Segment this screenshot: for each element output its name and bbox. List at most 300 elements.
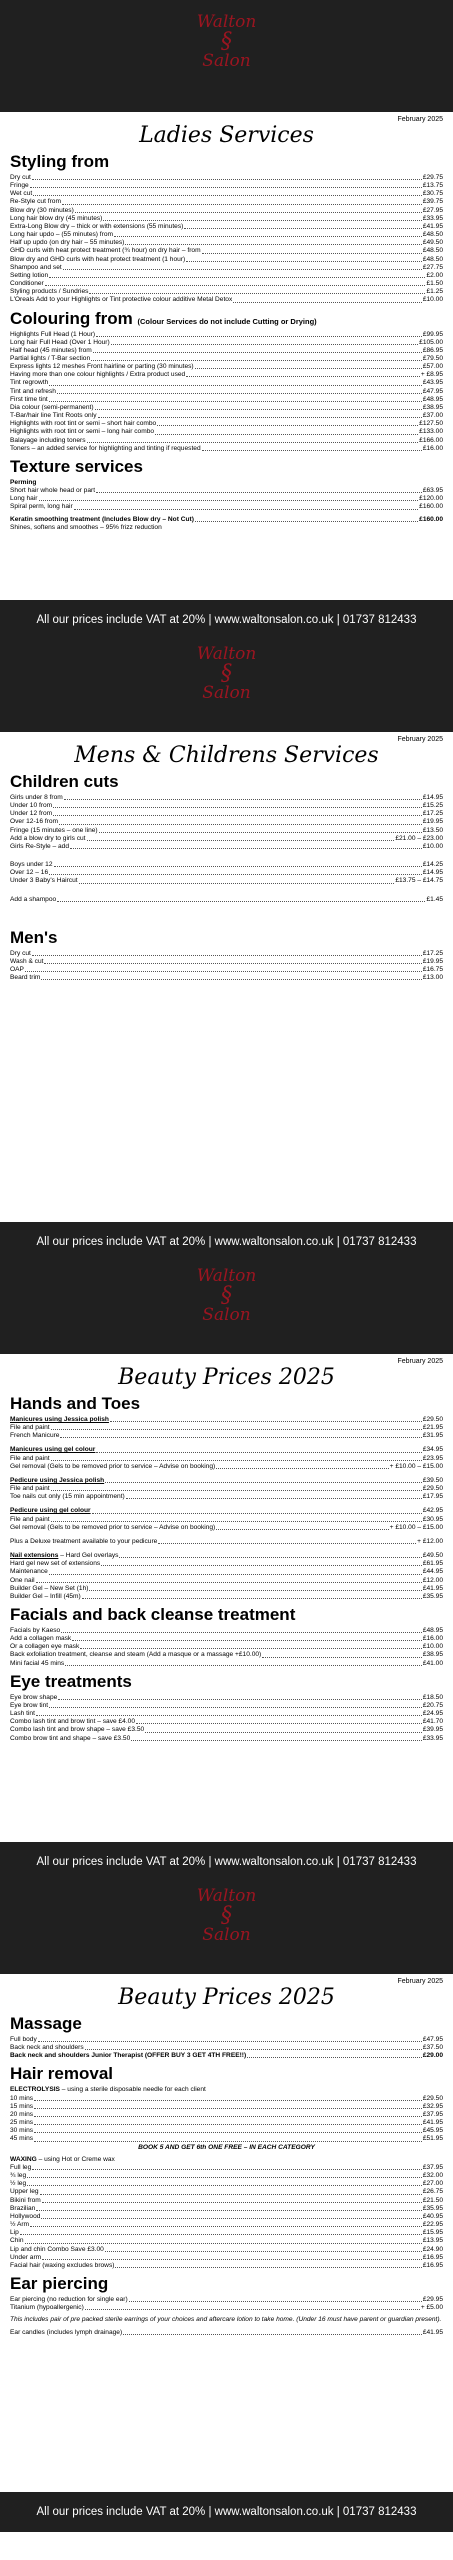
item-price: £37.95 xyxy=(422,2110,443,2118)
item-price: £45.95 xyxy=(422,2127,443,2135)
price-row xyxy=(10,223,443,231)
item-price: £38.95 xyxy=(422,403,443,411)
item-price: £32.00 xyxy=(422,2172,443,2180)
item-price: £29.95 xyxy=(422,2296,443,2304)
item-name: File and paint xyxy=(10,1485,50,1493)
item-name: File and paint xyxy=(10,1454,50,1462)
salon-logo xyxy=(0,0,453,70)
price-row xyxy=(10,1485,443,1493)
price-row xyxy=(10,231,443,239)
mens-childrens-page xyxy=(0,732,453,1222)
item-name: Girls under 8 from xyxy=(10,794,63,801)
item-price: £133.00 xyxy=(419,428,443,436)
price-row xyxy=(10,966,443,974)
item-price: £160.00 xyxy=(419,515,443,523)
item-name: Gel removal (Gels to be removed prior to service – Advise on booking) xyxy=(10,1523,216,1531)
price-row xyxy=(10,2205,443,2213)
price-row xyxy=(10,1635,443,1643)
item-name: Highlights Full Head (1 Hour) xyxy=(10,330,96,338)
logo-text-line1: Walton xyxy=(196,1886,257,1906)
offer-text: BOOK 5 AND GET 6th ONE FREE – IN EACH CATEGORY xyxy=(138,2143,315,2151)
item-price: £10.00 xyxy=(422,1643,443,1651)
item-price: £13.50 xyxy=(422,826,443,834)
price-row xyxy=(10,810,443,818)
item-name: Under 12 from xyxy=(10,810,53,818)
item-price: £1.25 xyxy=(426,288,443,296)
price-row xyxy=(10,339,443,347)
item-name: Half head (45 minutes) from xyxy=(10,346,92,354)
price-list xyxy=(10,2296,443,2312)
item-name: Having more than one colour highlights / Extra product used xyxy=(10,371,186,379)
price-row xyxy=(10,950,443,958)
price-row xyxy=(10,1660,443,1668)
item-price: £120.00 xyxy=(419,495,443,503)
logo-text-line2: Salon xyxy=(202,1925,251,1945)
item-price: £33.95 xyxy=(422,1734,443,1742)
item-price: £41.95 xyxy=(422,2119,443,2127)
item-price: £15.95 xyxy=(422,2229,443,2237)
item-price: £41.95 xyxy=(422,222,443,230)
item-price: £37.00 xyxy=(422,412,443,420)
item-price: £38.95 xyxy=(422,1651,443,1659)
item-name: Maintenance xyxy=(10,1568,48,1576)
item-name: 10 mins xyxy=(10,2094,34,2102)
item-price: £1.45 xyxy=(426,895,443,903)
price-row xyxy=(10,896,443,904)
item-name: Boys under 12 xyxy=(10,861,53,869)
item-price: £49.50 xyxy=(422,239,443,247)
item-price: £16.00 xyxy=(422,1635,443,1643)
price-row xyxy=(10,2237,443,2245)
item-name: Toe nails cut only (15 min appointment) xyxy=(10,1493,125,1501)
item-name: Half up updo (on dry hair – 55 minutes) xyxy=(10,239,125,247)
group-label-text: Pedicure using Jessica polish xyxy=(10,1476,105,1484)
group-row xyxy=(10,1446,443,1454)
item-name: Facial hair (waxing excludes brows) xyxy=(10,2261,115,2269)
item-price: £39.50 xyxy=(422,1476,443,1484)
item-price: £30.75 xyxy=(422,190,443,198)
price-row xyxy=(10,272,443,280)
item-name: Hollywood xyxy=(10,2212,41,2220)
item-name: Fringe xyxy=(10,182,29,190)
logo-text-line1: Walton xyxy=(196,12,257,32)
section-heading: Styling from xyxy=(10,152,110,171)
price-row xyxy=(10,404,443,412)
logo-figure: § xyxy=(221,661,232,686)
item-name: Back neck and shoulders Junior Therapist (OFFER BUY 3 GET 4TH FREE!!) xyxy=(10,2052,247,2060)
item-price: + £10.00 – £15.00 xyxy=(389,1523,443,1531)
item-name: French Manicure xyxy=(10,1432,60,1440)
item-price: £16.95 xyxy=(422,2261,443,2269)
section-heading: Massage xyxy=(10,2014,82,2033)
item-price: £48.95 xyxy=(422,1626,443,1634)
price-row xyxy=(10,247,443,255)
item-price: £79.50 xyxy=(422,354,443,362)
item-price: £23.95 xyxy=(422,1454,443,1462)
salon-logo xyxy=(0,1868,453,1944)
footer-text: All our prices include VAT at 20% | www.waltonsalon.co.uk | 01737 812433 xyxy=(36,1856,417,1868)
price-row xyxy=(10,2246,443,2254)
item-name: Dry cut xyxy=(10,174,31,181)
item-name: Upper leg xyxy=(10,2188,39,2196)
item-price: £17.25 xyxy=(422,949,443,957)
item-price: £14.95 xyxy=(422,794,443,801)
price-row xyxy=(10,1493,443,1501)
price-row xyxy=(10,1463,443,1471)
item-name: Wet cut xyxy=(10,190,33,198)
price-row xyxy=(10,869,443,877)
item-price: £29.50 xyxy=(422,1485,443,1493)
price-row xyxy=(10,794,443,802)
item-name: Blow dry and GHD curls with heat protect treatment (1 hour) xyxy=(10,255,186,263)
group-row xyxy=(10,1507,443,1515)
sub-heading: Perming xyxy=(10,478,37,486)
item-price: £24.95 xyxy=(422,1710,443,1718)
price-row xyxy=(10,2095,443,2103)
item-name: ½ Arm xyxy=(10,2221,30,2229)
item-price: + £8.95 xyxy=(420,371,443,379)
item-name: Lip and chin Combo Save £3.00 xyxy=(10,2245,104,2253)
price-row xyxy=(10,174,443,182)
item-price: £166.00 xyxy=(419,436,443,444)
item-price: £16.75 xyxy=(422,966,443,974)
price-row xyxy=(10,264,443,272)
group-label xyxy=(10,1477,104,1485)
item-price: £35.95 xyxy=(422,2204,443,2212)
price-row xyxy=(10,1694,443,1702)
price-list xyxy=(10,950,443,983)
item-price: £19.95 xyxy=(422,818,443,826)
price-row xyxy=(10,256,443,264)
item-price: £41.95 xyxy=(422,2328,443,2336)
item-price: £49.50 xyxy=(422,1552,443,1560)
footer-text: All our prices include VAT at 20% | www.waltonsalon.co.uk | 01737 812433 xyxy=(36,2506,417,2518)
price-row xyxy=(10,1702,443,1710)
item-price: £48.95 xyxy=(422,395,443,403)
section-heading: Eye treatments xyxy=(10,1671,132,1691)
item-price: £33.95 xyxy=(422,214,443,222)
group-label-text: Manicures using gel colour xyxy=(10,1446,96,1454)
price-row xyxy=(10,2188,443,2196)
price-list xyxy=(10,487,443,511)
item-name: Under 3 Baby's Haircut xyxy=(10,877,78,885)
item-price: £13.75 – £14.75 xyxy=(395,877,443,885)
price-row xyxy=(10,363,443,371)
item-price: £13.75 xyxy=(422,182,443,190)
price-list xyxy=(10,861,443,885)
price-row xyxy=(10,802,443,810)
item-name: Dia colour (semi-permanent) xyxy=(10,403,94,411)
sub-heading xyxy=(10,2156,443,2164)
page-title: Mens & Childrens Services xyxy=(74,743,379,768)
group-row xyxy=(10,1552,443,1560)
section-heading-text: Colouring from xyxy=(10,308,133,328)
item-price: £27.00 xyxy=(422,2180,443,2188)
item-name: L'Oreals Add to your Highlights or Tint protective colour additive Metal Detox xyxy=(10,296,233,304)
price-row xyxy=(10,331,443,339)
price-row xyxy=(10,1516,443,1524)
item-name: File and paint xyxy=(10,1515,50,1523)
item-price: £63.95 xyxy=(422,487,443,495)
item-name: Highlights with root tint or semi – long hair combo xyxy=(10,428,155,436)
beauty-page-1 xyxy=(0,1354,453,1842)
item-price: £10.00 xyxy=(422,842,443,850)
item-name: Combo lash tint and brow shape – save £3.50 xyxy=(10,1726,145,1734)
price-row xyxy=(10,2127,443,2135)
item-name: GHD curls with heat protect treatment (¾ hour) on dry hair – from xyxy=(10,247,201,255)
item-name: T-Bar/hair line Tint Roots only xyxy=(10,412,97,420)
item-price: £21.00 – £23.00 xyxy=(395,834,443,842)
item-name: Facials by Kaeso xyxy=(10,1626,61,1634)
item-price: + £12.00 xyxy=(417,1537,443,1545)
item-name: Under arm xyxy=(10,2253,42,2261)
item-price: £51.95 xyxy=(422,2135,443,2143)
price-list xyxy=(10,174,443,305)
price-row xyxy=(10,388,443,396)
price-row xyxy=(10,420,443,428)
item-price: £37.50 xyxy=(422,2044,443,2052)
price-row xyxy=(10,207,443,215)
price-row xyxy=(10,2036,443,2044)
item-price: £19.95 xyxy=(422,957,443,965)
sub-heading-note: – using Hot or Creme wax xyxy=(36,2155,115,2163)
item-price: £34.95 xyxy=(422,1446,443,1454)
price-row xyxy=(10,215,443,223)
price-row xyxy=(10,2221,443,2229)
price-row xyxy=(10,445,443,453)
item-price: £27.75 xyxy=(422,263,443,271)
price-row xyxy=(10,347,443,355)
logo-figure: § xyxy=(221,29,232,54)
price-row xyxy=(10,1735,443,1743)
item-name: Over 12 – 16 xyxy=(10,869,49,877)
group-label-text: Nail extensions xyxy=(10,1552,59,1560)
item-price: £14.25 xyxy=(422,861,443,869)
item-name: 45 mins xyxy=(10,2135,34,2143)
price-row xyxy=(10,1643,443,1651)
group-row xyxy=(10,1477,443,1485)
group-row xyxy=(10,1416,443,1424)
price-row xyxy=(10,2229,443,2237)
price-row xyxy=(10,2329,443,2337)
item-name: Ear piercing (no reduction for single ear) xyxy=(10,2296,128,2304)
price-row xyxy=(10,371,443,379)
section-heading: Hands and Toes xyxy=(10,1394,141,1413)
price-list xyxy=(10,331,443,453)
price-list xyxy=(10,794,443,851)
price-row xyxy=(10,2103,443,2111)
item-price: £40.95 xyxy=(422,2212,443,2220)
item-name: Girls Re-Style – add xyxy=(10,842,69,850)
item-price: £35.95 xyxy=(422,1592,443,1600)
price-row xyxy=(10,437,443,445)
section-heading: Facials and back cleanse treatment xyxy=(10,1604,296,1624)
item-price: £29.50 xyxy=(422,2094,443,2102)
price-row xyxy=(10,835,443,843)
item-price: £16.95 xyxy=(422,2253,443,2261)
price-row xyxy=(10,2254,443,2262)
date-label: February 2025 xyxy=(397,116,443,123)
group-label xyxy=(10,1507,91,1515)
price-row xyxy=(10,190,443,198)
item-name: ¾ leg xyxy=(10,2172,27,2180)
item-name: ½ leg xyxy=(10,2180,27,2188)
item-price: £29.00 xyxy=(422,2052,443,2060)
footer-banner xyxy=(0,2492,453,2532)
price-list xyxy=(10,1694,443,1743)
item-note: Shines, softens and smoothes – 95% frizz reduction xyxy=(10,523,162,531)
item-name: Short hair whole head or part xyxy=(10,487,96,495)
logo-text-line2: Salon xyxy=(202,1305,251,1325)
price-row xyxy=(10,487,443,495)
price-list xyxy=(10,1416,443,1601)
item-name: Highlights with root tint or semi – short hair combo xyxy=(10,420,157,428)
price-row xyxy=(10,877,443,885)
item-price: £15.25 xyxy=(422,802,443,810)
item-name: Brazilian xyxy=(10,2204,36,2212)
item-price: £61.95 xyxy=(422,1560,443,1568)
price-row xyxy=(10,2111,443,2119)
item-name: Long hair Full Head (Over 1 Hour) xyxy=(10,338,110,346)
item-name: 20 mins xyxy=(10,2110,34,2118)
price-row xyxy=(10,1538,443,1546)
price-row xyxy=(10,2197,443,2205)
item-name: Builder Gel – Infill (45m) xyxy=(10,1592,81,1600)
item-name: Under 10 from xyxy=(10,802,53,810)
price-row xyxy=(10,198,443,206)
item-price: £39.75 xyxy=(422,198,443,206)
item-price: £43.95 xyxy=(422,379,443,387)
price-row xyxy=(10,1568,443,1576)
logo-figure: § xyxy=(221,1903,232,1928)
item-price: £13.00 xyxy=(422,974,443,982)
item-price: £99.95 xyxy=(422,330,443,338)
price-row xyxy=(10,1424,443,1432)
item-name: Combo lash tint and brow tint – save £4.00 xyxy=(10,1718,135,1726)
group-label xyxy=(10,1416,109,1424)
item-name: Eye brow tint xyxy=(10,1701,49,1709)
item-name: Styling products / Sundries xyxy=(10,288,89,296)
item-name: Tint and refresh xyxy=(10,387,56,395)
item-price: £47.95 xyxy=(422,387,443,395)
item-price: £37.95 xyxy=(422,2164,443,2172)
item-price: £17.95 xyxy=(422,1493,443,1501)
group-label-text: Manicures using Jessica polish xyxy=(10,1416,109,1423)
item-name: Lip xyxy=(10,2229,19,2237)
item-name: Eye brow shape xyxy=(10,1693,58,1701)
item-name: File and paint xyxy=(10,1424,50,1432)
section-note: (Colour Services do not include Cutting or Drying) xyxy=(137,316,317,326)
item-name: Spiral perm, long hair xyxy=(10,503,73,511)
price-list xyxy=(10,2095,443,2144)
price-row xyxy=(10,2213,443,2221)
group-label-text: Pedicure using gel colour xyxy=(10,1507,91,1515)
logo-text-line1: Walton xyxy=(196,644,257,664)
item-price: £1.50 xyxy=(426,280,443,288)
item-name: Titanium (hypoallergenic) xyxy=(10,2304,84,2312)
item-name: Conditioner xyxy=(10,280,44,288)
price-row xyxy=(10,1585,443,1593)
item-name: Back neck and shoulders xyxy=(10,2044,84,2052)
logo-text-line2: Salon xyxy=(202,51,251,71)
price-row xyxy=(10,355,443,363)
footer-text: All our prices include VAT at 20% | www.waltonsalon.co.uk | 01737 812433 xyxy=(36,614,417,626)
item-name: Wash & cut xyxy=(10,957,44,965)
price-row xyxy=(10,239,443,247)
price-row xyxy=(10,2296,443,2304)
price-row xyxy=(10,1710,443,1718)
item-name: 25 mins xyxy=(10,2119,34,2127)
price-row xyxy=(10,2119,443,2127)
item-price: £32.95 xyxy=(422,2102,443,2110)
item-name: Full body xyxy=(10,2036,37,2043)
section-heading: Ear piercing xyxy=(10,2274,109,2294)
item-name: Plus a Deluxe treatment available to your pedicure xyxy=(10,1537,158,1545)
section-heading: Men's xyxy=(10,927,58,947)
item-name: 15 mins xyxy=(10,2102,34,2110)
footer-text: All our prices include VAT at 20% | www.waltonsalon.co.uk | 01737 812433 xyxy=(36,1236,417,1248)
price-row xyxy=(10,1455,443,1463)
section-heading xyxy=(10,309,443,329)
price-row xyxy=(10,818,443,826)
date-label: February 2025 xyxy=(397,736,443,743)
price-row xyxy=(10,1726,443,1734)
price-row xyxy=(10,843,443,851)
price-list xyxy=(10,2164,443,2270)
item-price: £17.25 xyxy=(422,810,443,818)
price-row xyxy=(10,1593,443,1601)
sub-heading-note: – using a sterile disposable needle for each client xyxy=(59,2086,206,2094)
sub-heading-label: WAXING xyxy=(10,2155,37,2163)
price-row xyxy=(10,2180,443,2188)
price-list xyxy=(10,2036,443,2060)
item-name: Over 12-16 from xyxy=(10,818,59,826)
price-row xyxy=(10,2172,443,2180)
price-row xyxy=(10,288,443,296)
item-price: £48.50 xyxy=(422,255,443,263)
item-price: £48.50 xyxy=(422,231,443,239)
item-name: Mini facial 45 mins xyxy=(10,1659,65,1667)
group-label xyxy=(10,1552,118,1560)
item-price: £18.50 xyxy=(422,1693,443,1701)
item-name: Hard gel new set of extensions xyxy=(10,1560,101,1568)
price-row xyxy=(10,974,443,982)
item-price: £26.75 xyxy=(422,2188,443,2196)
salon-logo xyxy=(0,1248,453,1324)
item-price: £41.95 xyxy=(422,1584,443,1592)
item-price: £127.50 xyxy=(419,420,443,428)
item-name: Lash tint xyxy=(10,1710,35,1718)
item-price: £48.50 xyxy=(422,247,443,255)
date-label: February 2025 xyxy=(397,1978,443,1985)
price-row xyxy=(10,1651,443,1659)
item-name: Partial lights / T-Bar section xyxy=(10,354,91,362)
item-price: £44.95 xyxy=(422,1568,443,1576)
item-name: Blow dry (30 minutes) xyxy=(10,206,74,214)
price-row xyxy=(10,2304,443,2312)
item-name: Add a blow dry to girls cut xyxy=(10,834,86,842)
price-row xyxy=(10,412,443,420)
item-price: £29.75 xyxy=(422,174,443,181)
price-row xyxy=(10,2135,443,2143)
item-name: Full leg xyxy=(10,2164,32,2172)
price-row xyxy=(10,1627,443,1635)
section-heading: Texture services xyxy=(10,456,143,476)
sub-heading-label: ELECTROLYSIS xyxy=(10,2086,60,2094)
price-row xyxy=(10,2044,443,2052)
item-price: + £10.00 – £15.00 xyxy=(389,1462,443,1470)
item-price: £16.00 xyxy=(422,444,443,452)
